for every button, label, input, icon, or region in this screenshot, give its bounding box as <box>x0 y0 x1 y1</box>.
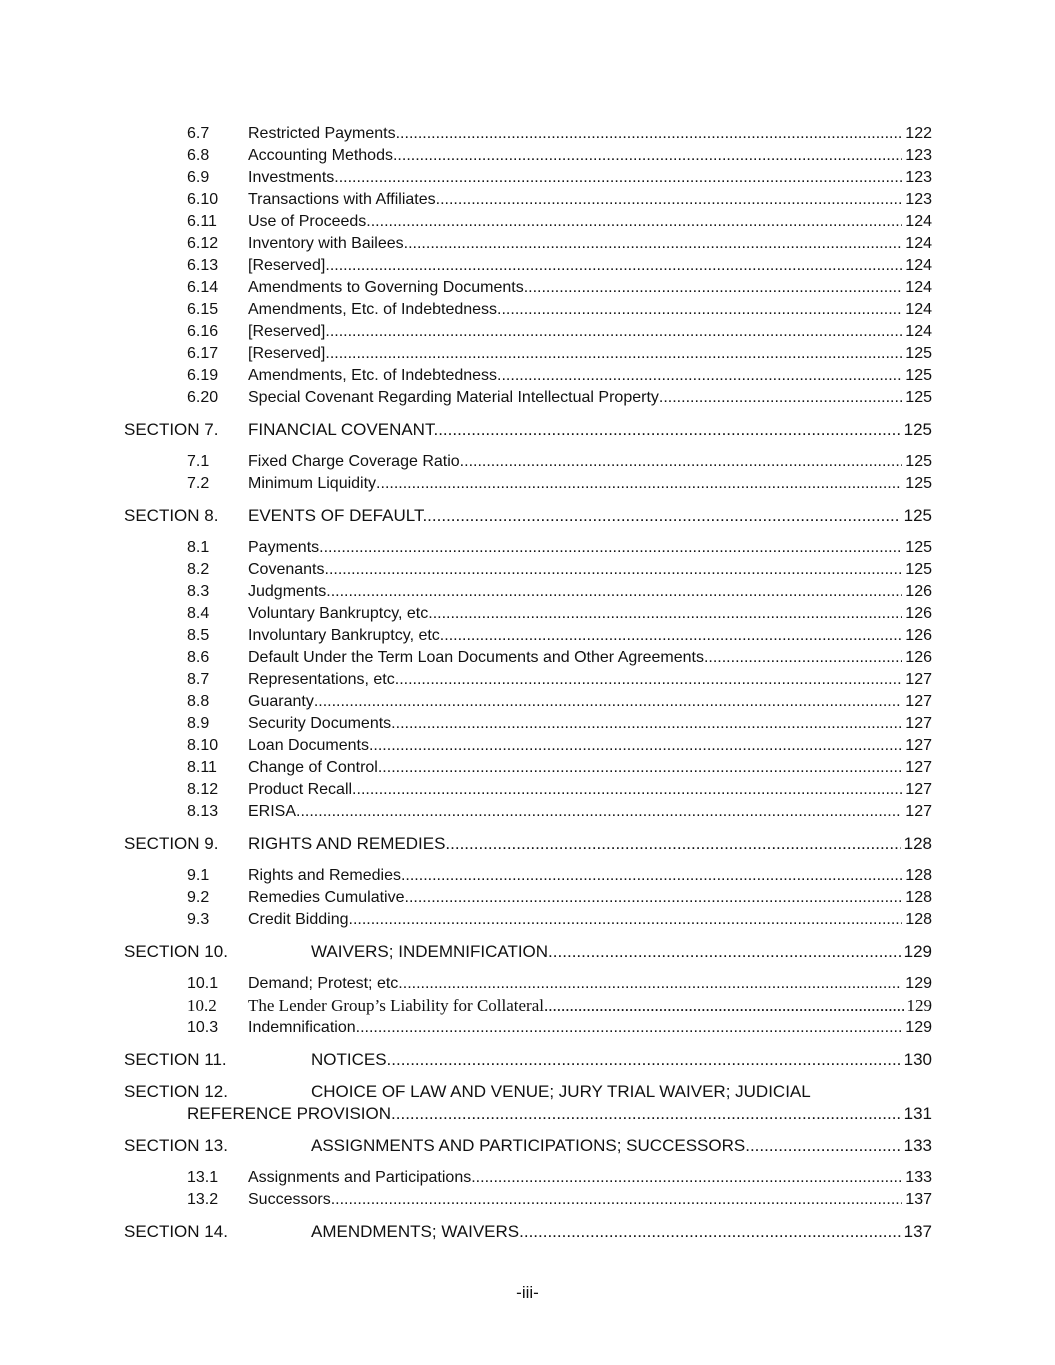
toc-entry-number: 8.6 <box>187 649 210 666</box>
toc-page-number: 123 <box>905 147 932 164</box>
dot-leader <box>349 909 903 931</box>
toc-section-entry[interactable] <box>0 941 932 963</box>
toc-page-number: 127 <box>905 803 932 820</box>
toc-entry[interactable] <box>0 277 932 299</box>
dot-leader <box>396 1103 901 1125</box>
dot-leader <box>330 321 902 343</box>
dot-leader <box>352 779 902 801</box>
toc-entry-number: 8.4 <box>187 605 210 622</box>
toc-section-title: NOTICES. <box>311 1050 392 1069</box>
table-of-contents <box>0 123 1055 1253</box>
toc-entry[interactable] <box>0 669 932 691</box>
toc-entry-number: 6.20 <box>187 389 219 406</box>
dot-leader <box>330 343 902 365</box>
toc-entry-title: Representations, etc <box>248 671 395 688</box>
toc-section-number: SECTION 7. <box>124 420 219 439</box>
toc-page-number: 123 <box>905 169 932 186</box>
toc-page-number: 125 <box>903 420 932 439</box>
toc-entry[interactable] <box>0 1189 932 1211</box>
dot-leader <box>450 833 900 855</box>
toc-entry[interactable] <box>0 973 932 995</box>
toc-page-number: 125 <box>905 345 932 362</box>
toc-entry-number: 8.11 <box>187 759 217 776</box>
dot-leader <box>356 1017 903 1039</box>
toc-page-number: 137 <box>903 1222 932 1241</box>
toc-entry-title: Remedies Cumulative <box>248 889 405 906</box>
toc-entry-number: 6.11 <box>187 213 217 230</box>
toc-page-number: 124 <box>905 301 932 318</box>
toc-entry[interactable] <box>0 451 932 473</box>
toc-entry-title: Assignments and Participations. <box>248 1169 476 1186</box>
toc-page-number: 137 <box>905 1191 932 1208</box>
dot-leader <box>497 365 902 387</box>
toc-entry-number: 6.9 <box>187 169 210 186</box>
toc-entry-number: 9.3 <box>187 911 210 928</box>
toc-section-title: EVENTS OF DEFAULT. <box>248 506 428 525</box>
toc-page-number: 127 <box>905 737 932 754</box>
toc-entry-title: Product Recall <box>248 781 353 798</box>
toc-entry[interactable] <box>0 167 932 189</box>
dot-leader <box>334 167 902 189</box>
toc-page-number: 124 <box>905 323 932 340</box>
toc-entry-title: Security Documents <box>248 715 392 732</box>
toc-page-number: 127 <box>905 693 932 710</box>
toc-section-entry[interactable] <box>0 505 932 527</box>
dot-leader <box>704 647 902 669</box>
toc-entry-title: Voluntary Bankruptcy, etc <box>248 605 429 622</box>
toc-page-number: 125 <box>905 453 932 470</box>
dot-leader <box>659 387 902 409</box>
toc-entry-title: Credit Bidding <box>248 911 349 928</box>
dot-leader <box>326 581 902 603</box>
toc-entry-number: 6.16 <box>187 323 219 340</box>
toc-entry[interactable] <box>0 757 932 779</box>
toc-page-number: 124 <box>905 279 932 296</box>
toc-entry-title: ERISA <box>248 803 297 820</box>
dot-leader <box>314 691 902 713</box>
toc-entry-number: 8.7 <box>187 671 210 688</box>
toc-entry[interactable] <box>0 365 932 387</box>
toc-entry-number: 6.17 <box>187 345 219 362</box>
toc-entry[interactable] <box>0 233 932 255</box>
toc-page-number: 124 <box>905 235 932 252</box>
dot-leader <box>460 451 903 473</box>
dot-leader <box>427 505 900 527</box>
toc-entry-title: [Reserved]. <box>248 323 330 340</box>
toc-entry[interactable] <box>0 299 932 321</box>
toc-page-number: 127 <box>905 781 932 798</box>
toc-entry-title: Change of Control <box>248 759 378 776</box>
dot-leader <box>524 277 903 299</box>
toc-entry-title: Accounting Methods <box>248 147 393 164</box>
toc-entry[interactable] <box>0 887 932 909</box>
dot-leader <box>428 603 902 625</box>
toc-entry-number: 7.1 <box>187 453 210 470</box>
toc-entry[interactable] <box>0 211 932 233</box>
toc-entry-title: Minimum Liquidity <box>248 475 377 492</box>
toc-entry-number: 8.1 <box>187 539 210 556</box>
toc-page-number: 125 <box>905 389 932 406</box>
dot-leader <box>404 233 903 255</box>
toc-entry-title: Use of Proceeds <box>248 213 367 230</box>
dot-leader <box>497 299 902 321</box>
toc-section-number: SECTION 12. <box>124 1082 228 1101</box>
toc-entry[interactable] <box>0 1167 932 1189</box>
dot-leader <box>366 211 902 233</box>
toc-entry-number: 8.12 <box>187 781 219 798</box>
toc-page-number: 126 <box>905 583 932 600</box>
toc-section-entry[interactable] <box>0 419 932 441</box>
toc-entry-title: Judgments <box>248 583 327 600</box>
toc-page-number: 126 <box>905 627 932 644</box>
toc-section-number: SECTION 10. <box>124 942 228 961</box>
toc-section-number: SECTION 14. <box>124 1222 228 1241</box>
toc-entry-number: 8.10 <box>187 737 219 754</box>
dot-leader <box>436 189 903 211</box>
toc-page-number: 125 <box>903 506 932 525</box>
toc-entry-number: 6.13 <box>187 257 219 274</box>
toc-entry-title: The Lender Group’s Liability for Collateral <box>248 996 544 1015</box>
toc-entry[interactable] <box>0 1017 932 1039</box>
toc-section-title-continued: REFERENCE PROVISION. <box>187 1104 396 1123</box>
toc-page-number: 125 <box>905 367 932 384</box>
dot-leader <box>750 1135 901 1157</box>
toc-entry-title: Covenants <box>248 561 325 578</box>
toc-entry-number: 7.2 <box>187 475 210 492</box>
toc-entry-number: 10.2 <box>187 996 217 1015</box>
dot-leader <box>405 887 903 909</box>
toc-page-number: 128 <box>905 867 932 884</box>
dot-leader <box>476 1167 903 1189</box>
toc-entry-number: 6.14 <box>187 279 219 296</box>
toc-section-number: SECTION 13. <box>124 1136 228 1155</box>
toc-section-number: SECTION 9. <box>124 834 219 853</box>
toc-page-number: 126 <box>905 649 932 666</box>
toc-entry-title: Amendments, Etc. of Indebtedness <box>248 301 498 318</box>
dot-leader <box>369 735 902 757</box>
toc-entry-title: Amendments, Etc. of Indebtedness <box>248 367 498 384</box>
toc-entry[interactable] <box>0 625 932 647</box>
toc-entry-title: Amendments to Governing Documents <box>248 279 524 296</box>
toc-page-number: 123 <box>905 191 932 208</box>
toc-page-number: 129 <box>903 942 932 961</box>
toc-entry-title: Transactions with Affiliates <box>248 191 436 208</box>
toc-entry[interactable] <box>0 801 932 823</box>
toc-entry-number: 13.2 <box>187 1191 219 1208</box>
toc-entry-number: 8.3 <box>187 583 210 600</box>
toc-entry-number: 8.2 <box>187 561 210 578</box>
dot-leader <box>325 559 903 581</box>
dot-leader <box>319 537 902 559</box>
dot-leader <box>440 625 903 647</box>
toc-entry-title: Loan Documents <box>248 737 369 754</box>
dot-leader <box>296 801 902 823</box>
dot-leader <box>391 1049 900 1071</box>
toc-entry-title: Restricted Payments <box>248 125 396 142</box>
toc-page-number: 122 <box>905 125 932 142</box>
toc-entry[interactable] <box>0 387 932 409</box>
toc-entry-title: Investments <box>248 169 335 186</box>
toc-page-number: 133 <box>903 1136 932 1155</box>
toc-entry[interactable] <box>0 255 932 277</box>
toc-page-number: 128 <box>905 889 932 906</box>
toc-entry-title: [Reserved]. <box>248 257 330 274</box>
dot-leader <box>395 669 903 691</box>
dot-leader <box>378 757 902 779</box>
toc-section-number: SECTION 11. <box>124 1050 227 1069</box>
toc-entry[interactable] <box>0 123 932 145</box>
toc-page-number: 125 <box>905 561 932 578</box>
toc-page-number: 129 <box>905 975 932 992</box>
toc-section-title: AMENDMENTS; WAIVERS. <box>311 1222 524 1241</box>
toc-entry-number: 6.12 <box>187 235 219 252</box>
toc-entry[interactable] <box>0 473 932 495</box>
toc-entry-title: Inventory with Bailees <box>248 235 404 252</box>
toc-entry-title: Successors <box>248 1191 331 1208</box>
toc-section-entry[interactable] <box>0 1221 932 1243</box>
dot-leader <box>376 473 902 495</box>
dot-leader <box>438 419 900 441</box>
toc-entry[interactable] <box>0 865 932 887</box>
dot-leader <box>396 123 903 145</box>
toc-entry[interactable] <box>0 691 932 713</box>
toc-entry-number: 6.8 <box>187 147 210 164</box>
toc-page-number: 130 <box>903 1050 932 1069</box>
toc-page-number: 127 <box>905 715 932 732</box>
toc-page-number: 127 <box>905 759 932 776</box>
toc-entry-number: 10.3 <box>187 1019 219 1036</box>
dot-leader <box>398 973 902 995</box>
toc-section-title: RIGHTS AND REMEDIES. <box>248 834 451 853</box>
toc-section-title: WAIVERS; INDEMNIFICATION. <box>311 942 553 961</box>
toc-entry-number: 6.19 <box>187 367 219 384</box>
toc-entry[interactable] <box>0 537 932 559</box>
toc-section-entry[interactable] <box>0 1049 932 1071</box>
toc-entry-title: Fixed Charge Coverage Ratio <box>248 453 460 470</box>
toc-entry[interactable] <box>0 779 932 801</box>
toc-section-entry[interactable] <box>0 1081 1055 1125</box>
toc-entry[interactable] <box>0 603 932 625</box>
toc-page-number: 126 <box>905 605 932 622</box>
toc-entry[interactable] <box>0 189 932 211</box>
toc-section-entry[interactable] <box>0 1135 932 1157</box>
toc-entry[interactable] <box>0 343 932 365</box>
toc-page-number: 125 <box>905 539 932 556</box>
toc-entry-number: 6.10 <box>187 191 219 208</box>
toc-section-title: FINANCIAL COVENANT. <box>248 420 439 439</box>
toc-entry[interactable] <box>0 735 932 757</box>
toc-page-number: 124 <box>905 213 932 230</box>
dot-leader <box>393 145 902 167</box>
toc-entry-title: Default Under the Term Loan Documents and Other Agreements <box>248 649 704 666</box>
toc-page-number: 129 <box>905 1019 932 1036</box>
toc-entry-title: Guaranty <box>248 693 314 710</box>
toc-section-title: CHOICE OF LAW AND VENUE; JURY TRIAL WAIVER; JUDICIAL <box>311 1082 811 1101</box>
toc-entry[interactable] <box>0 909 932 931</box>
toc-page-number: 128 <box>905 911 932 928</box>
toc-page-number: 129 <box>906 996 932 1015</box>
toc-page-number: 133 <box>905 1169 932 1186</box>
dot-leader <box>331 1189 903 1211</box>
toc-entry-title: Demand; Protest; etc <box>248 975 399 992</box>
dot-leader <box>391 713 902 735</box>
toc-entry-number: 6.7 <box>187 125 210 142</box>
toc-entry-number: 9.1 <box>187 867 210 884</box>
toc-entry-title: [Reserved]. <box>248 345 330 362</box>
toc-entry-number: 8.8 <box>187 693 210 710</box>
toc-entry-title: Involuntary Bankruptcy, etc <box>248 627 440 644</box>
toc-page-number: 125 <box>905 475 932 492</box>
dot-leader <box>553 941 901 963</box>
toc-entry[interactable] <box>0 581 932 603</box>
toc-entry[interactable] <box>0 995 932 1017</box>
toc-entry[interactable] <box>0 559 932 581</box>
toc-page-number: 131 <box>903 1104 932 1123</box>
dot-leader <box>544 995 904 1017</box>
toc-entry-number: 10.1 <box>187 975 219 992</box>
toc-page-number: 124 <box>905 257 932 274</box>
toc-entry-number: 8.5 <box>187 627 210 644</box>
dot-leader <box>524 1221 901 1243</box>
toc-entry[interactable] <box>0 145 932 167</box>
toc-entry-title: Indemnification <box>248 1019 356 1036</box>
dot-leader <box>330 255 902 277</box>
toc-entry-number: 8.9 <box>187 715 210 732</box>
toc-entry-number: 8.13 <box>187 803 219 820</box>
toc-page-number: 127 <box>905 671 932 688</box>
toc-entry-number: 13.1 <box>187 1169 219 1186</box>
toc-entry[interactable] <box>0 713 932 735</box>
toc-entry-title: Rights and Remedies <box>248 867 401 884</box>
toc-entry[interactable] <box>0 321 932 343</box>
page-number-footer: -iii- <box>516 1283 539 1302</box>
toc-entry-number: 9.2 <box>187 889 210 906</box>
toc-section-number: SECTION 8. <box>124 506 219 525</box>
dot-leader <box>401 865 902 887</box>
toc-entry-title: Payments <box>248 539 320 556</box>
toc-section-entry[interactable] <box>0 833 932 855</box>
toc-page-number: 128 <box>903 834 932 853</box>
toc-entry-title: Special Covenant Regarding Material Intellectual Property <box>248 389 659 406</box>
toc-entry-number: 6.15 <box>187 301 219 318</box>
toc-section-title: ASSIGNMENTS AND PARTICIPATIONS; SUCCESSORS. <box>311 1136 750 1155</box>
toc-entry[interactable] <box>0 647 932 669</box>
